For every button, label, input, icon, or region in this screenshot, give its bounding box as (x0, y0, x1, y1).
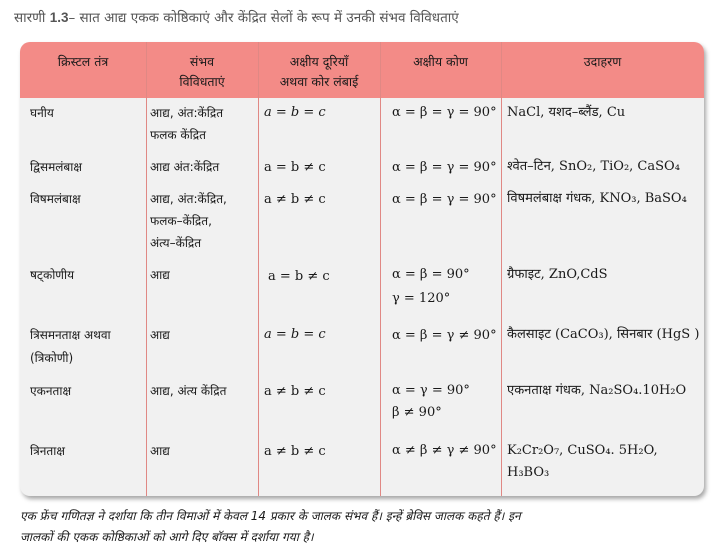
variation-line: आद्य (150, 444, 170, 458)
row-cubic-angles (392, 102, 497, 124)
row-hexagonal-angles (392, 264, 470, 310)
system-label: षट्कोणीय (30, 268, 75, 282)
header-axial-angles (380, 52, 501, 72)
angle-line: α = β = γ = 90° (392, 192, 497, 207)
variation-line: फलक केंद्रित (150, 128, 206, 142)
row-monoclinic-variations (150, 380, 226, 402)
column-divider (258, 42, 259, 496)
row-orthorhombic-distances: a ≠ b ≠ c (264, 192, 326, 207)
row-monoclinic-angles (392, 380, 470, 424)
system-label: द्विसमलंबाक्ष (30, 160, 82, 174)
system-label: विषमलंबाक्ष (30, 192, 81, 206)
angle-line: β ≠ 90° (392, 405, 442, 420)
header-crystal-system-label: क्रिस्टल तंत्र (57, 54, 109, 69)
variation-line: आद्य, अंत्य केंद्रित (150, 384, 227, 398)
table-caption (14, 8, 459, 26)
row-rhombohedral-variations (150, 324, 170, 346)
column-divider (380, 42, 381, 496)
row-cubic-system (30, 102, 54, 124)
header-axial-distances-line-1: अक्षीय दूरियाँ (289, 54, 349, 69)
system-label: त्रिनताक्ष (30, 444, 65, 458)
row-triclinic-system (30, 440, 65, 462)
crystal-systems-table (20, 42, 704, 496)
variation-line: आद्य, अंत:केंद्रित, (150, 192, 227, 206)
system-label: (त्रिकोणी) (30, 351, 74, 365)
row-orthorhombic-examples (507, 188, 687, 210)
angle-line: α ≠ β ≠ γ ≠ 90° (392, 443, 497, 458)
example-line: विषमलंबाक्ष गंधक, KNO₃, BaSO₄ (507, 191, 687, 206)
row-triclinic-angles (392, 440, 497, 462)
row-orthorhombic-angles (392, 189, 497, 211)
row-orthorhombic-system (30, 188, 81, 210)
row-orthorhombic-variations (150, 188, 227, 254)
row-cubic-examples (507, 102, 625, 124)
row-rhombohedral-distances: a = b = c (264, 327, 326, 342)
variation-line: आद्य (150, 328, 170, 342)
row-tetragonal-variations (150, 156, 219, 178)
example-line: H₃BO₃ (507, 465, 550, 480)
row-hexagonal-examples (507, 264, 608, 286)
row-tetragonal-system (30, 156, 82, 178)
row-rhombohedral-examples (507, 324, 699, 346)
row-tetragonal-examples (507, 156, 680, 178)
angle-line: α = γ = 90° (392, 383, 470, 398)
header-examples-label: उदाहरण (583, 54, 622, 69)
example-line: K₂Cr₂O₇, CuSO₄. 5H₂O, (507, 443, 658, 458)
footnote-line-2: जालकों की एकक कोष्ठिकाओं को आगे दिए बॉक्स में दर्शाया गया है। (20, 530, 314, 544)
column-divider (146, 42, 147, 496)
angle-line: α = β = γ = 90° (392, 105, 497, 120)
header-axial-angles-label: अक्षीय कोण (413, 54, 468, 69)
system-label: त्रिसमनताक्ष अथवा (30, 328, 111, 342)
angle-line: α = β = γ = 90° (392, 160, 497, 175)
row-tetragonal-distances: a = b ≠ c (264, 160, 326, 175)
example-line: ग्रैफाइट, ZnO,CdS (507, 267, 608, 282)
row-monoclinic-system (30, 380, 71, 402)
header-variations-line-2: विविधताएं (179, 74, 225, 89)
row-triclinic-distances: a ≠ b ≠ c (264, 444, 326, 459)
header-variations-line-1: संभव (189, 54, 215, 69)
caption-title: – सात आद्य एकक कोष्ठिकाएं और केंद्रित सेलों के रूप में उनकी संभव विविधताएं (68, 10, 459, 26)
row-hexagonal-system (30, 264, 74, 286)
angle-line: γ = 120° (392, 291, 451, 306)
header-axial-distances-line-2: अथवा कोर लंबाई (279, 74, 359, 89)
row-cubic-distances: a = b = c (264, 105, 326, 120)
example-line: NaCl, यशद–ब्लैंड, Cu (507, 105, 626, 120)
header-variations (146, 52, 258, 92)
system-label: एकनताक्ष (30, 384, 72, 398)
row-rhombohedral-angles (392, 325, 497, 347)
variation-line: आद्य, अंत:केंद्रित (150, 106, 224, 120)
variation-line: अंत्य–केंद्रित (150, 236, 202, 250)
footnote (20, 506, 706, 548)
example-line: एकनताक्ष गंधक, Na₂SO₄.10H₂O (507, 383, 687, 398)
variation-line: आद्य अंत:केंद्रित (150, 160, 220, 174)
example-line: श्वेत–टिन, SnO₂, TiO₂, CaSO₄ (507, 159, 680, 174)
row-cubic-variations (150, 102, 223, 146)
caption-prefix: सारणी (14, 10, 46, 26)
header-crystal-system (20, 52, 146, 72)
row-rhombohedral-system (30, 324, 111, 369)
angle-line: α = β = γ ≠ 90° (392, 328, 497, 343)
row-triclinic-variations (150, 440, 170, 462)
angle-line: α = β = 90° (392, 267, 470, 282)
row-tetragonal-angles (392, 157, 497, 179)
row-triclinic-examples (507, 440, 658, 484)
row-hexagonal-variations (150, 264, 170, 286)
row-monoclinic-distances: a ≠ b ≠ c (264, 384, 326, 399)
caption-number: 1.3 (49, 10, 69, 25)
example-line: कैलसाइट (CaCO₃), सिनबार (HgS ) (507, 327, 700, 342)
header-examples (501, 52, 704, 72)
footnote-line-1: एक फ्रेंच गणितज्ञ ने दर्शाया कि तीन विमाओं में केवल 14 प्रकार के जालक संभव हैं। इन्हें ब्रेविस जालक कहते हैं। इन (20, 509, 521, 523)
column-divider (501, 42, 502, 496)
variation-line: फलक–केंद्रित, (150, 214, 212, 228)
header-axial-distances (258, 52, 380, 92)
row-monoclinic-examples (507, 380, 686, 402)
row-hexagonal-distances: a = b ≠ c (268, 269, 330, 284)
system-label: घनीय (30, 106, 54, 120)
variation-line: आद्य (150, 268, 170, 282)
